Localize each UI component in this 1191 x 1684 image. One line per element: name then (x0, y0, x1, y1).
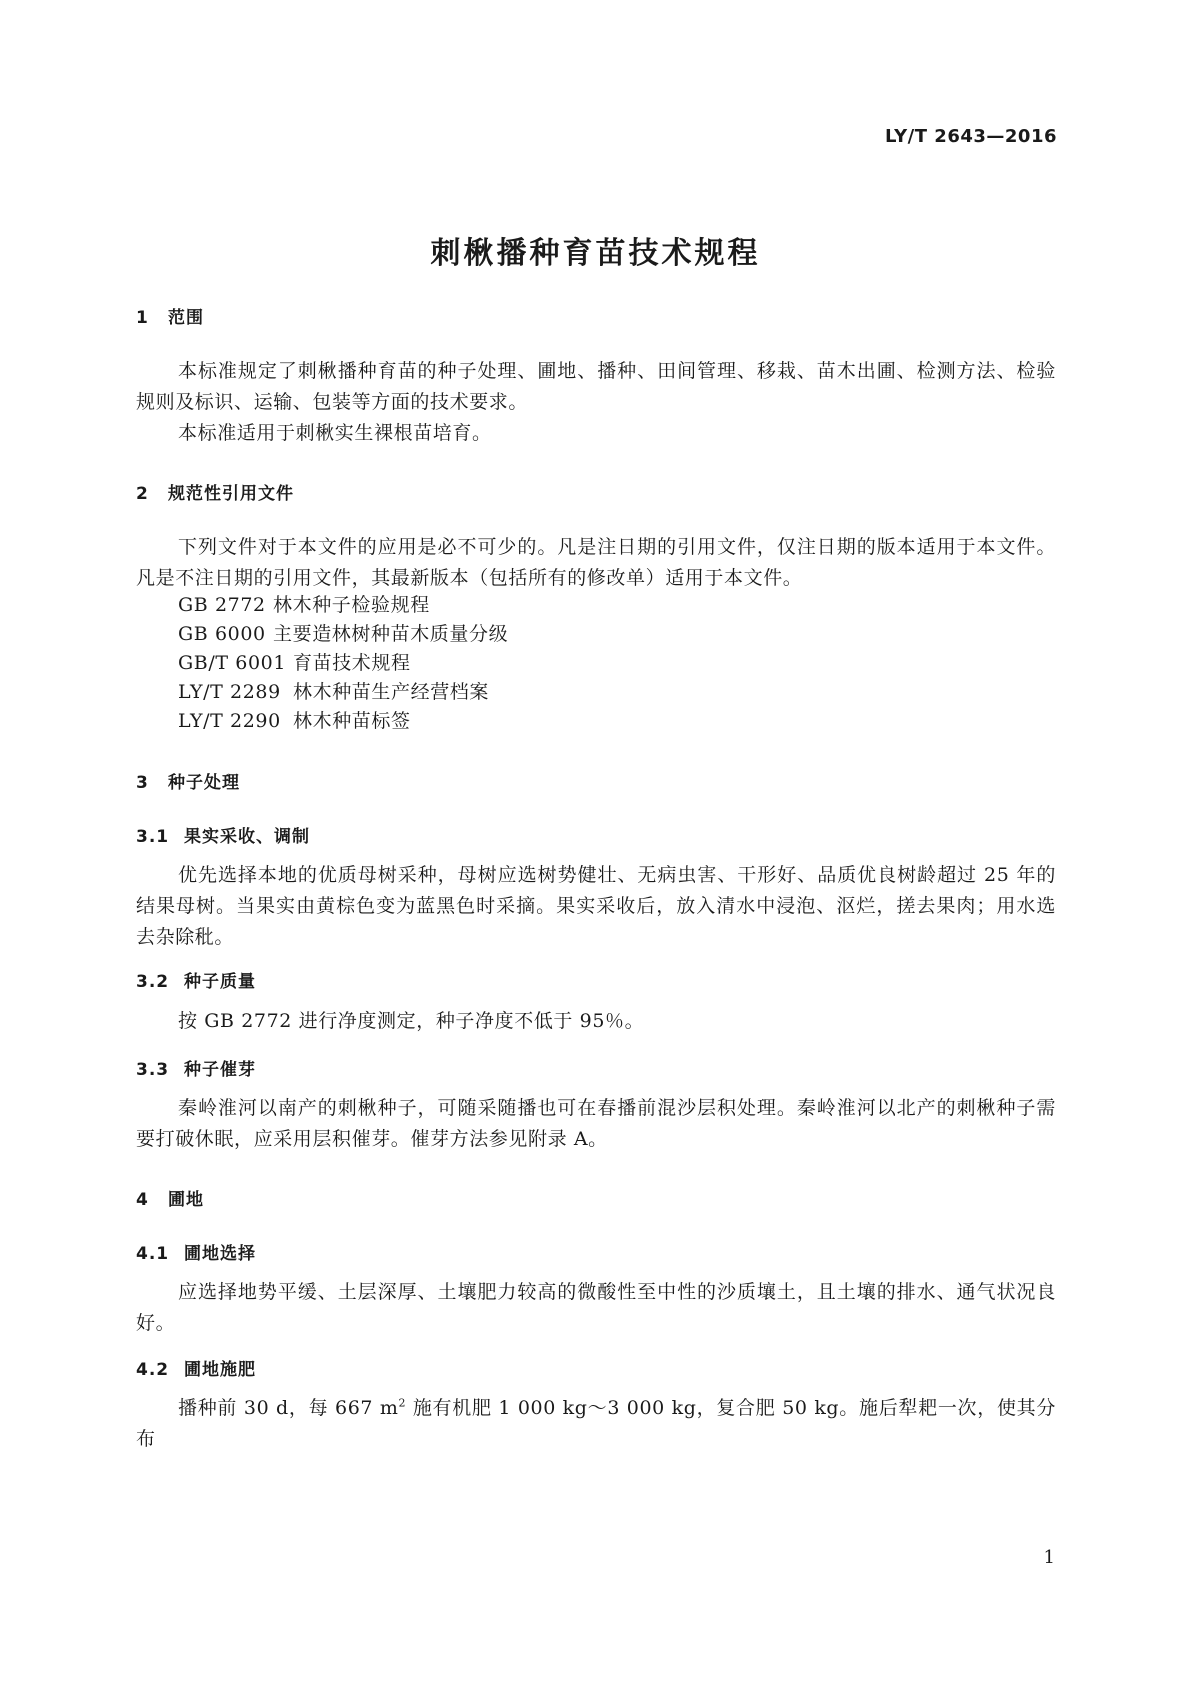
standard-code: LY/T 2643—2016 (884, 126, 1057, 147)
section-2-heading (136, 479, 294, 504)
superscript: 2 (398, 1396, 407, 1410)
section-3-3-heading (136, 1055, 256, 1080)
section-title: 规范性引用文件 (168, 484, 294, 504)
section-3-heading (136, 768, 240, 793)
section-number: 2 (136, 484, 149, 504)
section-3-1-text: 优先选择本地的优质母树采种，母树应选树势健壮、无病虫害、干形好、品质优良树龄超过 25 年的结果母树。当果实由黄棕色变为蓝黑色时采摘。果实采收后，放入清水中浸泡、沤烂，搓去果肉；用水选去杂除秕。 (136, 864, 1056, 948)
section-4-2-text-b: 施有机肥 1 000 kg～3 000 kg，复合肥 50 kg。施后犁耙一次，使其分布 (136, 1397, 1056, 1450)
reference-code: LY/T 2290 (178, 710, 281, 732)
section-title: 范围 (168, 308, 204, 328)
section-title: 圃地施肥 (184, 1360, 256, 1380)
section-number: 3.1 (136, 827, 170, 847)
section-4-heading (136, 1185, 204, 1210)
reference-code: GB 6000 (178, 623, 266, 645)
reference-title: 林木种子检验规程 (273, 594, 430, 616)
section-number: 4 (136, 1190, 149, 1210)
section-number: 1 (136, 308, 149, 328)
reference-item (178, 619, 508, 650)
section-3-2-heading (136, 967, 256, 992)
document-title: 刺楸播种育苗技术规程 (430, 236, 761, 271)
reference-item (178, 677, 489, 708)
section-4-2-heading (136, 1355, 256, 1380)
section-1-heading (136, 303, 204, 328)
section-3-2-text: 按 GB 2772 进行净度测定，种子净度不低于 95％。 (178, 1010, 645, 1032)
section-title: 种子催芽 (184, 1060, 256, 1080)
section-4-2-text-a: 播种前 30 d，每 667 m (178, 1397, 399, 1419)
section-title: 果实采收、调制 (184, 827, 310, 847)
section-1-paragraph-2: 本标准适用于刺楸实生裸根苗培育。 (178, 422, 492, 444)
reference-item (178, 590, 430, 621)
section-number: 4.2 (136, 1360, 170, 1380)
section-4-1-heading (136, 1239, 256, 1264)
page-number: 1 (1043, 1547, 1055, 1568)
section-number: 3.2 (136, 972, 170, 992)
section-4-1-text: 应选择地势平缓、土层深厚、土壤肥力较高的微酸性至中性的沙质壤土，且土壤的排水、通气状况良好。 (136, 1281, 1056, 1334)
section-number: 4.1 (136, 1244, 170, 1264)
section-4-2-text (136, 1393, 1056, 1455)
reference-code: GB 2772 (178, 594, 266, 616)
reference-title: 主要造林树种苗木质量分级 (273, 623, 509, 645)
section-2-intro: 下列文件对于本文件的应用是必不可少的。凡是注日期的引用文件，仅注日期的版本适用于本文件。凡是不注日期的引用文件，其最新版本（包括所有的修改单）适用于本文件。 (136, 536, 1056, 589)
section-3-3-text: 秦岭淮河以南产的刺楸种子，可随采随播也可在春播前混沙层积处理。秦岭淮河以北产的刺楸种子需要打破休眠，应采用层积催芽。催芽方法参见附录 A。 (136, 1097, 1056, 1150)
section-number: 3 (136, 773, 149, 793)
reference-code: LY/T 2289 (178, 681, 281, 703)
section-number: 3.3 (136, 1060, 170, 1080)
reference-item (178, 648, 411, 679)
section-title: 种子处理 (168, 773, 240, 793)
section-title: 种子质量 (184, 972, 256, 992)
section-title: 圃地 (168, 1190, 204, 1210)
reference-item (178, 706, 411, 737)
section-3-1-heading (136, 822, 310, 847)
section-title: 圃地选择 (184, 1244, 256, 1264)
reference-title: 林木种苗生产经营档案 (293, 681, 490, 703)
reference-code: GB/T 6001 (178, 652, 287, 674)
section-1-paragraph-1: 本标准规定了刺楸播种育苗的种子处理、圃地、播种、田间管理、移栽、苗木出圃、检测方法、检验规则及标识、运输、包装等方面的技术要求。 (136, 360, 1056, 413)
reference-title: 育苗技术规程 (293, 652, 411, 674)
reference-title: 林木种苗标签 (293, 710, 411, 732)
